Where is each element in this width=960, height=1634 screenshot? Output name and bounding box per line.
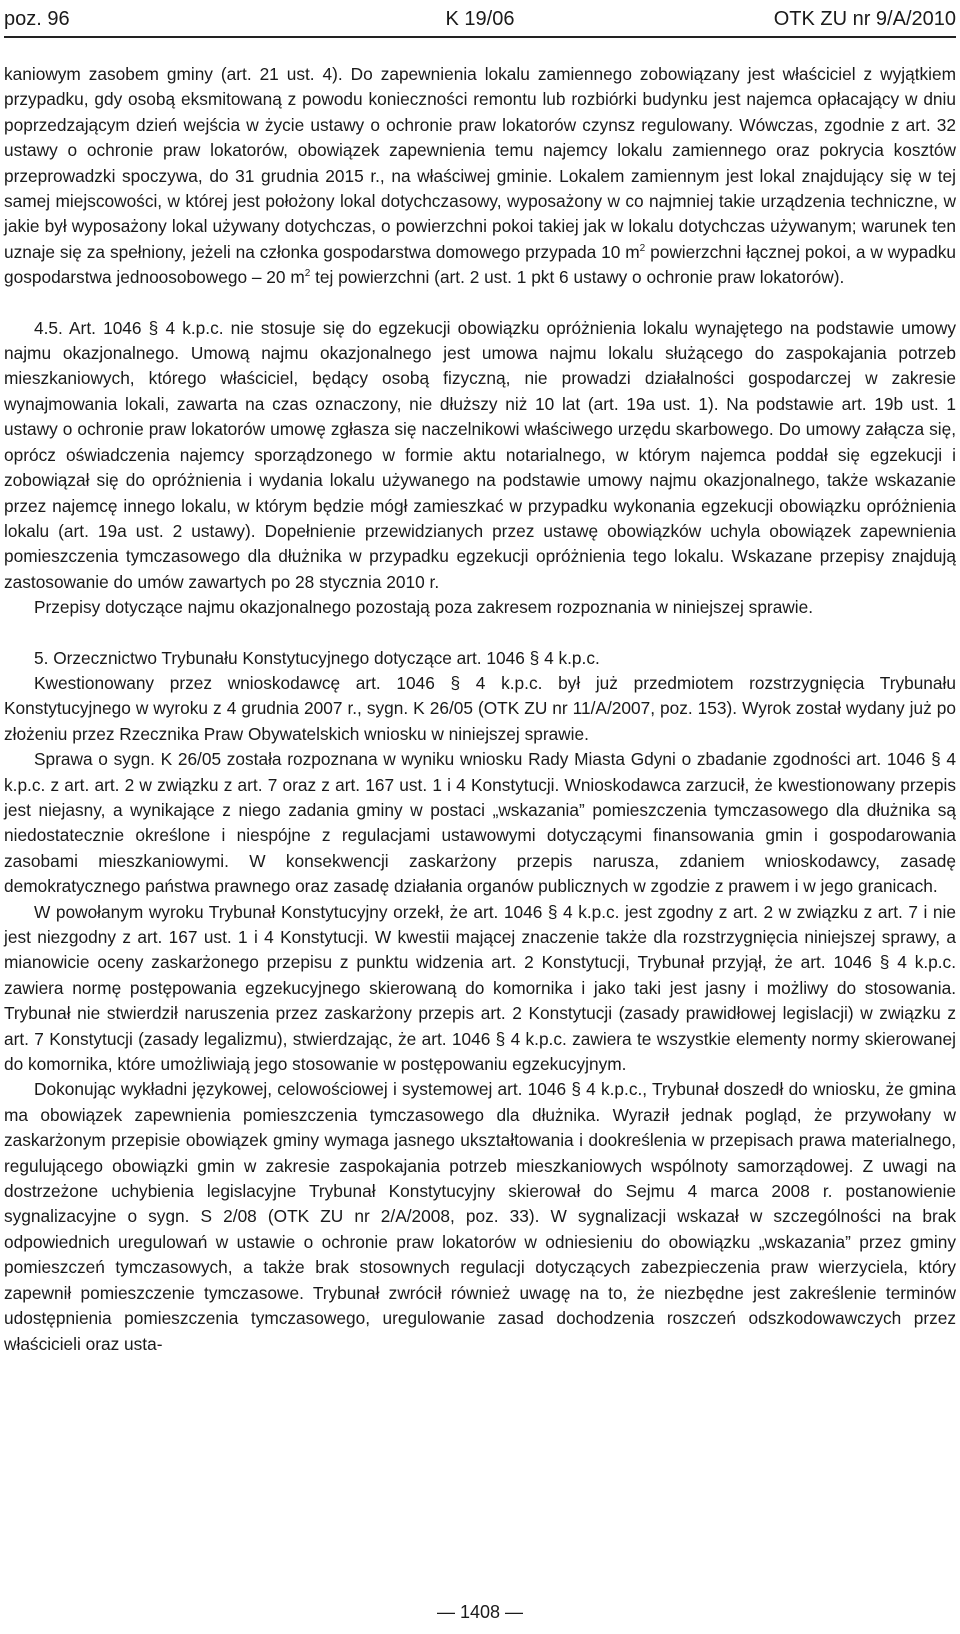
paragraph: Przepisy dotyczące najmu okazjonalnego pozostają poza zakresem rozpoznania w niniejszej sprawie. [34, 597, 814, 618]
paragraph-section-4-5: 4.5. Art. 1046 § 4 k.p.c. nie stosuje się do egzekucji obowiązku opróżnienia lokalu wynajętego na podstawie umowy najmu okazjonalnego. Umową najmu okazjonalnego jest umowa najmu lokalu służącego do zaspokajania potrzeb mieszkaniowych, którego właściciel, będący osobą fizyczną, nie prowadzi działalności gospodarczej w zakresie wynajmowania lokali, zawarta na czas oznaczony, nie dłuższy niż 10 lat (art. 19a ust. 1). Na podstawie art. 19b ust. 1 ustawy o ochronie praw lokatorów umowę zgłasza się naczelnikowi właściwego urzędu skarbowego. Do umowy załącza się, oprócz oświadczenia najemcy sporządzonego w formie aktu notarialnego, w którym najemca poddał się egzekucji i zobowiązał się do opróżnienia i wydania lokalu używanego na podstawie umowy najmu okazjonalnego, także wskazanie przez najemcę innego lokalu, w którym będzie mógł zamieszkać w przypadku wykonania egzekucji obowiązku opróżnienia lokalu (art. 19a ust. 2 ustawy). Dopełnienie przewidzianych przez ustawę obowiązków uchyla obowiązek zapewnienia pomieszczenia tymczasowego dla dłużnika w przypadku egzekucji opróżnienia tego lokalu. Wskazane przepisy znajdują zastosowanie do umów zawartych po 28 stycznia 2010 r. [4, 317, 956, 592]
header-rule [4, 36, 956, 38]
paragraph: Dokonując wykładni językowej, celowościowej i systemowej art. 1046 § 4 k.p.c., Trybunał doszedł do wniosku, że gmina ma obowiązek zapewnienia pomieszczenia tymczasowego dla dłużnika. Wyraził jednak pogląd, że przywołany w zaskarżonym przepisie obowiązek gminy wymaga jasnego ukształtowania i dookreślenia w przepisach prawa materialnego, regulującego obowiązki gmin w zakresie zaspokajania potrzeb mieszkaniowych wspólnoty samorządowej. Z uwagi na dostrzeżone uchybienia legislacyjne Trybunał Konstytucyjny skierował do Sejmu 4 marca 2008 r. postanowienie sygnalizacyjne o sygn. S 2/08 (OTK ZU nr 2/A/2008, poz. 33). W sygnalizacji wskazał w szczególności na brak odpowiednich uregulowań w ustawie o ochronie praw lokatorów w odniesieniu do obowiązku „wskazania” przez gminy pomieszczeń tymczasowych, a także brak stosownych regulacji dotyczących zabezpieczenia praw wierzyciela, który zapewnił pomieszczenie tymczasowe. Trybunał zwrócił również uwagę na to, że niezbędne jest zakreślenie terminów udostępnienia pomieszczenia tymczasowego, uregulowanie zasad dochodzenia roszczeń odszkodowawczych przez właścicieli oraz usta- [4, 1079, 956, 1354]
paragraph: W powołanym wyroku Trybunał Konstytucyjny orzekł, że art. 1046 § 4 k.p.c. jest zgodny z art. 2 w związku z art. 7 i nie jest niezgodny z art. 167 ust. 1 i 4 Konstytucji. W kwestii mającej znaczenie także dla rozstrzygnięcia niniejszej sprawy, a mianowicie oceny zaskarżonego przepisu z punktu widzenia art. 2 Konstytucji, Trybunał przyjął, że art. 1046 § 4 k.p.c. zawiera normę postępowania egzekucyjnego skierowaną do komornika i jako taki jest jasny i możliwy do stosowania. Trybunał nie stwierdził naruszenia przez zaskarżony przepis art. 2 Konstytucji (zasady prawidłowej legislacji) w związku z art. 7 Konstytucji (zasady legalizmu), stwierdzając, że art. 1046 § 4 k.p.c. zawiera te wszystkie elementy normy skierowanej do komornika, które umożliwiają jego stosowanie w postępowaniu egzekucyjnym. [4, 901, 956, 1075]
footer-page-number: — 1408 — [436, 1602, 524, 1622]
section-heading: 5. Orzecznictwo Trybunału Konstytucyjnego dotyczące art. 1046 § 4 k.p.c. [34, 647, 600, 668]
header-case-number: K 19/06 [445, 8, 515, 30]
running-header [4, 4, 956, 40]
header-journal: OTK ZU nr 9/A/2010 [773, 8, 956, 30]
paragraph-text: kaniowym zasobem gminy (art. 21 ust. 4). Do zapewnienia lokalu zamiennego zobowiązany jest właściciel z wyjątkiem przypadku, gdy osobą eksmitowaną z powodu konieczności remontu lub rozbiórki budynku jest najemca opłacający w dniu poprzedzającym dzień wejścia w życie ustawy o ochronie praw lokatorów czynsz regulowany. Wówczas, zgodnie z art. 32 ustawy o ochronie praw lokatorów, obowiązek zapewnienia temu najemcy lokalu zamiennego oraz pokrycia kosztów przeprowadzki spoczywa, do 31 grudnia 2015 r., na właściwej gminie. Lokalem zamiennym jest lokal znajdujący się w tej samej miejscowości, w której jest położony lokal dotychczasowy, wyposażony w co najmniej takie urządzenia techniczne, w jakie był wyposażony lokal używany dotychczas, o powierzchni pokoi takiej jak w lokalu dotychczas używanym; warunek ten uznaje się za spełniony, jeżeli na członka gospodarstwa domowego przypada 10 m [4, 64, 956, 262]
paragraph-text: powierzchni łącznej pokoi, a w wypadku gospodarstwa jednoosobowego – 20 m [4, 241, 956, 288]
paragraph-text: tej powierzchni (art. 2 ust. 1 pkt 6 ustawy o ochronie praw lokatorów). [310, 267, 845, 288]
paragraph-continuation [4, 62, 956, 291]
paragraph: Kwestionowany przez wnioskodawcę art. 1046 § 4 k.p.c. był już przedmiotem rozstrzygnięcia Trybunału Konstytucyjnego w wyroku z 4 grudnia 2007 r., sygn. K 26/05 (OTK ZU nr 11/A/2007, poz. 153). Wyrok został wydany już po złożeniu przez Rzecznika Praw Obywatelskich wniosku w niniejszej sprawie. [4, 672, 956, 744]
superscript: 2 [304, 268, 311, 280]
page-footer [0, 1599, 960, 1625]
paragraph: Sprawa o sygn. K 26/05 została rozpoznana w wyniku wniosku Rady Miasta Gdyni o zbadanie zgodności art. 1046 § 4 k.p.c. z art. art. 2 w związku z art. 7 oraz z art. 167 ust. 1 i 4 Konstytucji. Wnioskodawca zarzucił, że kwestionowany przepis jest niejasny, a wynikające z niego zadania gminy w postaci „wskazania” pomieszczenia tymczasowego dla dłużnika są niedostatecznie określone i niespójne z regulacjami ustawowymi dotyczącymi finansowania gmin i gospodarowania zasobami mieszkaniowymi. W konsekwencji zaskarżony przepis narusza, zdaniem wnioskodawcy, zasadę demokratycznego państwa prawnego oraz zasadę działania organów publicznych w zgodzie z prawem i w jego granicach. [4, 749, 956, 897]
header-page-label: poz. 96 [4, 8, 70, 30]
superscript: 2 [639, 242, 646, 254]
document-body [4, 62, 956, 1357]
